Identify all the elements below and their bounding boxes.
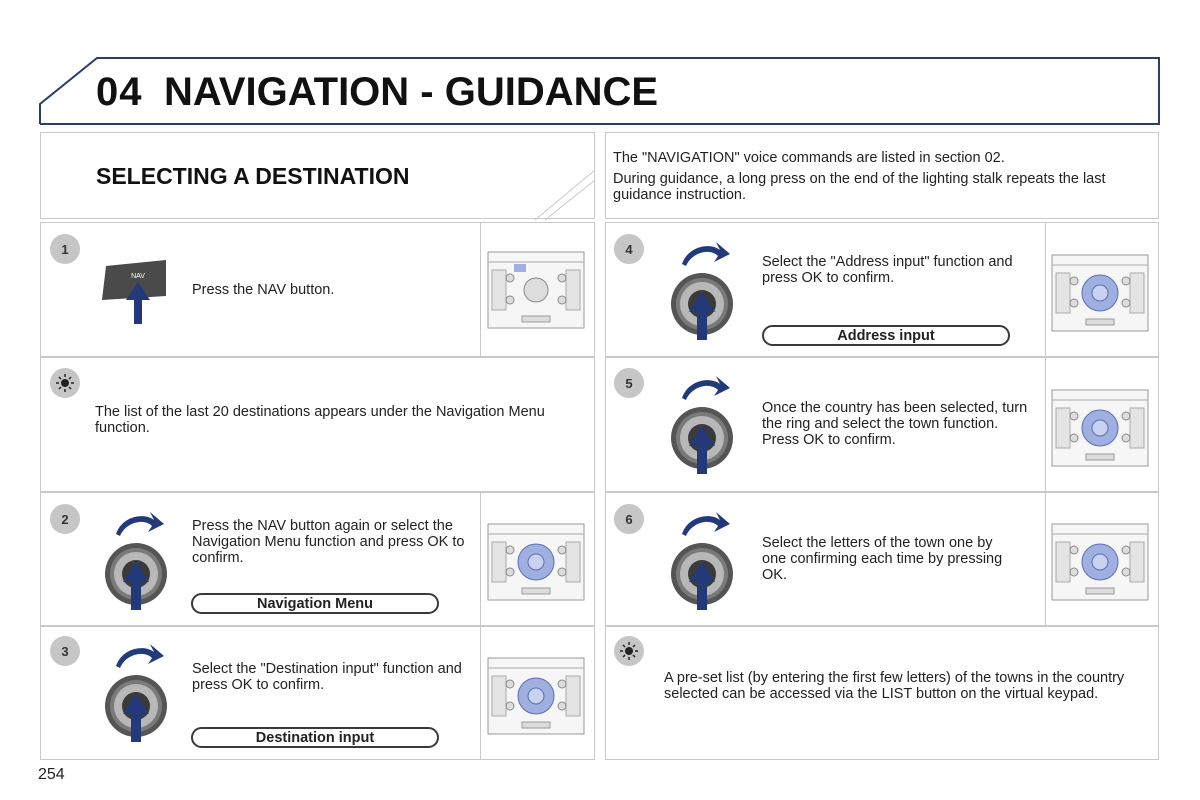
section-title: SELECTING A DESTINATION — [96, 163, 410, 189]
lightbulb-icon — [56, 374, 74, 392]
radio-unit-icon — [1050, 388, 1150, 468]
step-6-text: Select the letters of the town one by one confirming each time by pressing OK. — [762, 535, 1003, 583]
step-4-text: Select the "Address input" function and press OK to confirm. — [762, 254, 1013, 286]
rotary-knob-icon — [670, 370, 750, 480]
intro-text — [613, 150, 1153, 203]
radio-unit-icon — [1050, 253, 1150, 333]
chapter-title: NAVIGATION - GUIDANCE — [164, 70, 659, 114]
step-3-text: Select the "Destination input" function and press OK to confirm. — [192, 661, 462, 693]
rotary-knob-icon — [670, 506, 750, 616]
lightbulb-icon — [620, 642, 638, 660]
tip-2-text: A pre-set list (by entering the first few letters) of the towns in the country selected can be accessed via the LIST button on the virtual keypad. — [664, 670, 1125, 702]
step-3-badge: 3 — [50, 636, 80, 666]
heading-box-corner — [530, 170, 600, 222]
step-1-badge: 1 — [50, 234, 80, 264]
step-5-text: Once the country has been selected, turn the ring and select the town function. Press OK to confirm. — [762, 400, 1028, 448]
radio-unit-icon — [486, 250, 586, 330]
navigation-menu-label: Navigation Menu — [191, 593, 439, 614]
destination-input-label: Destination input — [191, 727, 439, 748]
tip-1-text: The list of the last 20 destinations appears under the Navigation Menu function. — [95, 404, 545, 436]
step-2-text: Press the NAV button again or select the Navigation Menu function and press OK to confirm. — [192, 518, 465, 566]
step-4-badge: 4 — [614, 234, 644, 264]
tip-1-badge — [50, 368, 80, 398]
step-5-badge: 5 — [614, 368, 644, 398]
radio-unit-icon — [486, 656, 586, 736]
page-number: 254 — [38, 766, 65, 783]
rotary-knob-icon — [670, 236, 750, 346]
step-2-badge: 2 — [50, 504, 80, 534]
intro-line-1: The "NAVIGATION" voice commands are listed in section 02. — [613, 150, 1005, 166]
rotary-knob-icon — [104, 506, 184, 616]
chapter-number: 04 — [96, 70, 143, 114]
radio-unit-icon — [486, 522, 586, 602]
nav-button-label: NAV — [131, 273, 145, 280]
tip-2-badge — [614, 636, 644, 666]
rotary-knob-icon — [104, 638, 184, 748]
nav-button-icon — [100, 256, 172, 326]
step-6-badge: 6 — [614, 504, 644, 534]
radio-unit-icon — [1050, 522, 1150, 602]
intro-line-2: During guidance, a long press on the end of the lighting stalk repeats the last guidance instruction. — [613, 171, 1106, 203]
step-1-text: Press the NAV button. — [192, 282, 335, 298]
address-input-label: Address input — [762, 325, 1010, 346]
